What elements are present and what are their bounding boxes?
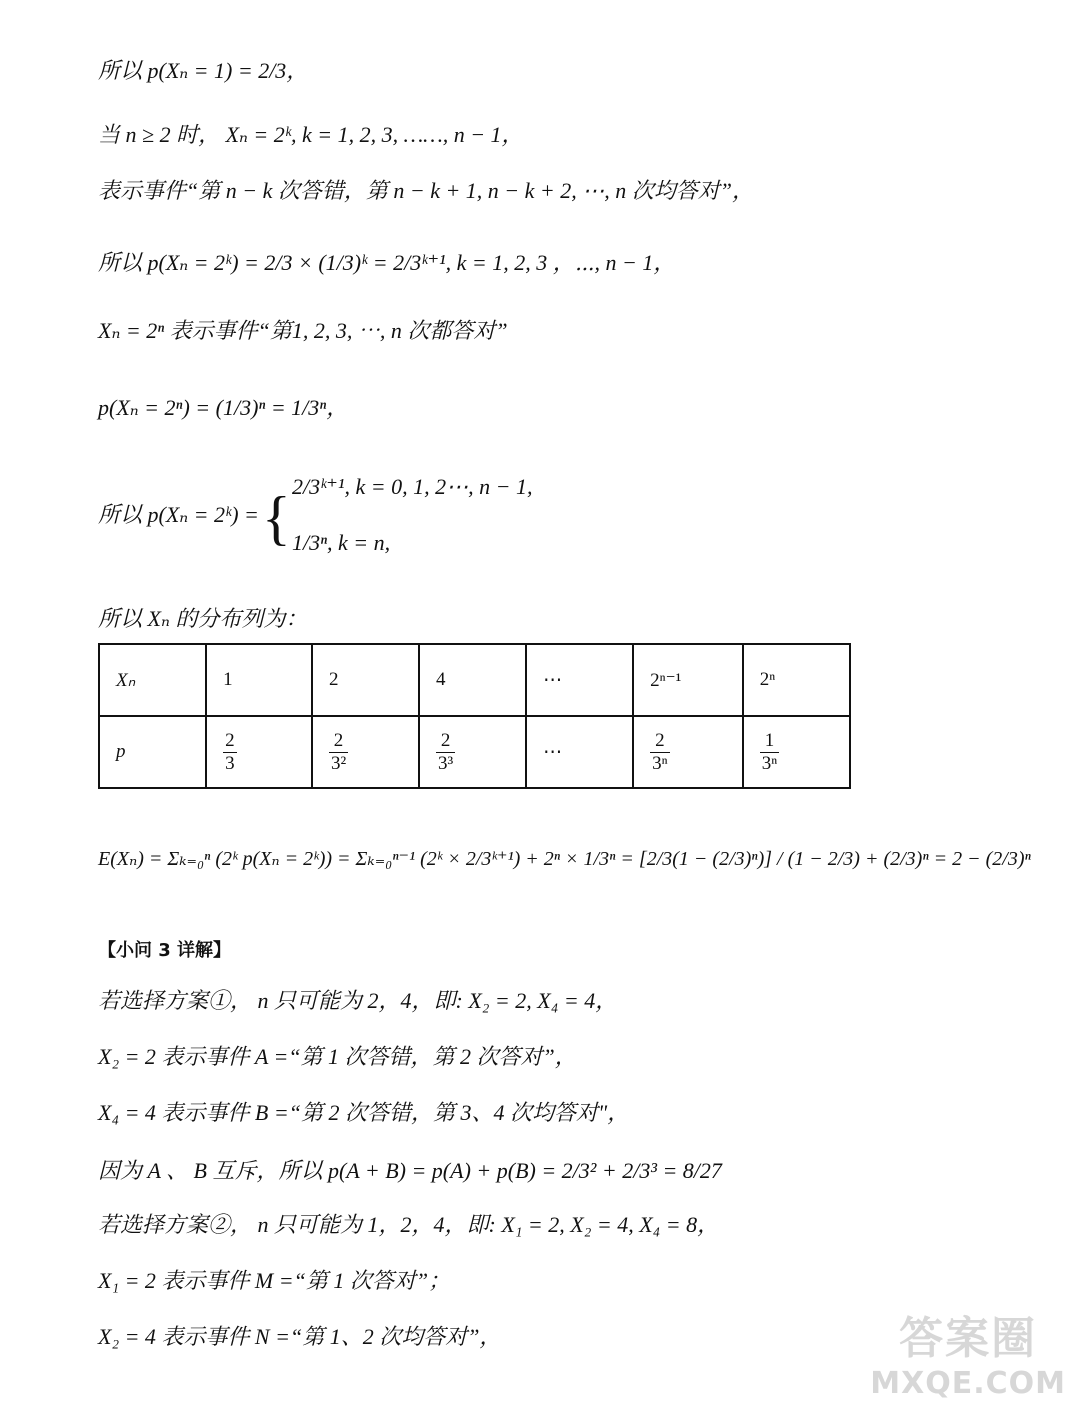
line-15: 若选择方案②， n 只可能为 1，2，4，即: X₁ = 2, X₂ = 4, X₄ = 8， — [98, 1212, 720, 1237]
fraction — [329, 730, 348, 775]
line-12: X₂ = 2 表示事件 A =“第 1 次答错，第 2 次答对”， — [98, 1044, 577, 1069]
line-16: X₁ = 2 表示事件 M =“第 1 次答对”； — [98, 1268, 451, 1293]
line-14: 因为 A 、 B 互斥，所以 p(A + B) = p(A) + p(B) = 2/3² + 2/3³ = 8/27 — [98, 1158, 722, 1183]
fraction-denominator: 3ⁿ — [761, 752, 778, 774]
watermark-bottom: MXQE.COM — [870, 1366, 1066, 1401]
fraction — [650, 730, 669, 775]
line-3: 表示事件“第 n − k 次答错，第 n − k + 1, n − k + 2, ⋯, n 次均答对”， — [98, 178, 754, 203]
fraction-numerator: 2 — [329, 730, 348, 753]
fraction-numerator: 2 — [436, 730, 455, 753]
table-cell — [633, 716, 743, 788]
line-4: 所以 p(Xₙ = 2ᵏ) = 2/3 × (1/3)ᵏ = 2/3ᵏ⁺¹, k = 1, 2, 3 ，⋯, n − 1， — [98, 250, 676, 275]
line-1: 所以 p(Xₙ = 1) = 2/3， — [98, 58, 309, 83]
line-7-case1: 2/3ᵏ⁺¹, k = 0, 1, 2⋯, n − 1, — [292, 474, 533, 499]
fraction-denominator: 3 — [225, 752, 235, 774]
distribution-table — [98, 643, 851, 789]
watermark-logo — [870, 1302, 1066, 1401]
watermark-top: 答案圈 — [899, 1313, 1038, 1364]
fraction-denominator: 3³ — [438, 752, 454, 774]
table-cell: 2 — [312, 644, 419, 716]
section-heading: 【小问 3 详解】 — [98, 940, 232, 961]
table-row — [99, 716, 850, 788]
line-7-case2: 1/3ⁿ, k = n, — [292, 530, 391, 555]
brace-icon: { — [262, 485, 291, 551]
fraction-numerator: 1 — [760, 730, 779, 753]
table-row — [99, 644, 850, 716]
line-13: X₄ = 4 表示事件 B =“第 2 次答错，第 3、4 次均答对"， — [98, 1100, 630, 1125]
line-7-lhs: 所以 p(Xₙ = 2ᵏ) = — [98, 502, 259, 527]
table-cell: 2ⁿ⁻¹ — [633, 644, 743, 716]
line-8: 所以 Xₙ 的分布列为： — [98, 606, 308, 631]
line-2: 当 n ≥ 2 时， Xₙ = 2ᵏ, k = 1, 2, 3, ……, n − 1， — [98, 122, 524, 147]
fraction — [436, 730, 455, 775]
fraction — [760, 730, 779, 775]
fraction-numerator: 2 — [225, 729, 235, 751]
table-cell — [419, 716, 526, 788]
line-9-expectation: E(Xₙ) = Σₖ₌₀ⁿ (2ᵏ p(Xₙ = 2ᵏ)) = Σₖ₌₀ⁿ⁻¹ (2ᵏ × 2/3ᵏ⁺¹) + 2ⁿ × 1/3ⁿ = [2/3(1 − (2/3)ⁿ)] / (1 − 2/3) + (2/3)ⁿ = 2 − (2/3)ⁿ — [98, 848, 1031, 870]
table-cell: 4 — [419, 644, 526, 716]
line-11: 若选择方案①， n 只可能为 2，4，即: X₂ = 2, X₄ = 4， — [98, 988, 618, 1013]
table-cell: ⋯ — [526, 716, 633, 788]
line-17: X₂ = 4 表示事件 N =“第 1、2 次均答对”， — [98, 1324, 502, 1349]
fraction-denominator: 3ⁿ — [652, 752, 668, 774]
table-header-cell: Xₙ — [99, 644, 206, 716]
line-6: p(Xₙ = 2ⁿ) = (1/3)ⁿ = 1/3ⁿ， — [98, 395, 349, 420]
table-cell: 1 — [206, 644, 312, 716]
table-header-cell: p — [99, 716, 206, 788]
fraction-denominator: 3² — [330, 752, 347, 774]
line-5: Xₙ = 2ⁿ 表示事件“第1, 2, 3, ⋯, n 次都答对” — [98, 318, 508, 343]
table-cell: 2ⁿ — [743, 644, 850, 716]
table-cell — [743, 716, 850, 788]
fraction-numerator: 2 — [650, 730, 669, 753]
fraction — [223, 730, 237, 775]
table-cell: ⋯ — [526, 644, 633, 716]
table-cell — [312, 716, 419, 788]
table-cell — [206, 716, 312, 788]
